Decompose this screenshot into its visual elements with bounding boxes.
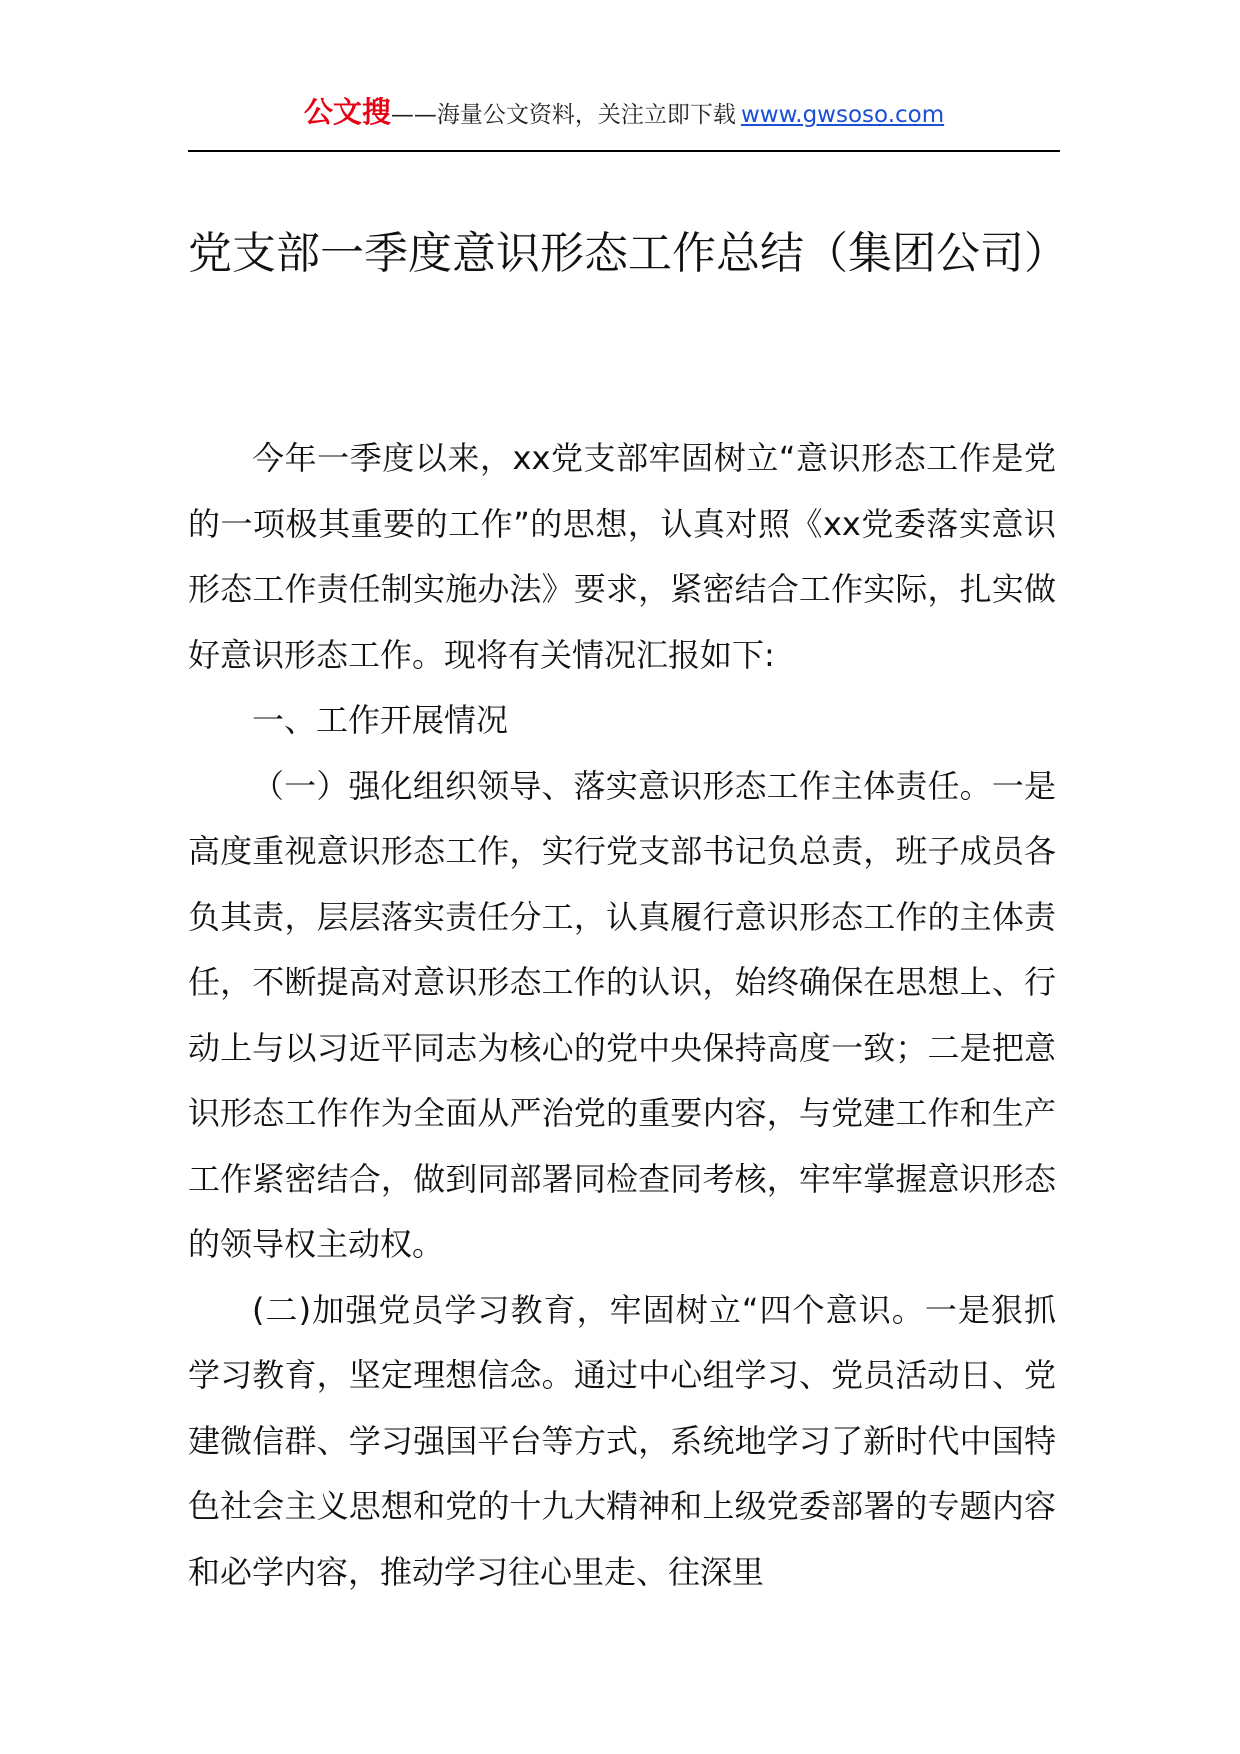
brand-name: 公文搜 xyxy=(303,95,391,129)
intro-paragraph: 今年一季度以来，xx党支部牢固树立“意识形态工作是党的一项极其重要的工作”的思想，认真对照《xx党委落实意识形态工作责任制实施办法》要求，紧密结合工作实际，扎实做好意识形态工作。现将有关情况汇报如下: xyxy=(188,439,1056,674)
page-header xyxy=(188,92,1060,152)
site-link[interactable]: www.gwsoso.com xyxy=(740,102,945,128)
document-body xyxy=(188,426,1056,1605)
document-title: 党支部一季度意识形态工作总结（集团公司） xyxy=(188,228,1068,279)
body-paragraph: (二)加强党员学习教育，牢固树立“四个意识。一是狠抓学习教育，坚定理想信念。通过中心组学习、党员活动日、党建微信群、学习强国平台等方式，系统地学习了新时代中国特色社会主义思想和党的十九大精神和上级党委部署的专题内容和必学内容，推动学习往心里走、往深里 xyxy=(188,1290,1056,1591)
section-heading: 一、工作开展情况 xyxy=(252,701,509,739)
header-tagline: ——海量公文资料，关注立即下载 xyxy=(390,102,736,128)
body-paragraph: （一）强化组织领导、落实意识形态工作主体责任。一是高度重视意识形态工作，实行党支部书记负总责，班子成员各负其责，层层落实责任分工，认真履行意识形态工作的主体责任，不断提高对意识形态工作的认识，始终确保在思想上、行动上与以习近平同志为核心的党中央保持高度一致；二是把意识形态工作作为全面从严治党的重要内容，与党建工作和生产工作紧密结合，做到同部署同检查同考核，牢牢掌握意识形态的领导权主动权。 xyxy=(188,766,1056,1263)
